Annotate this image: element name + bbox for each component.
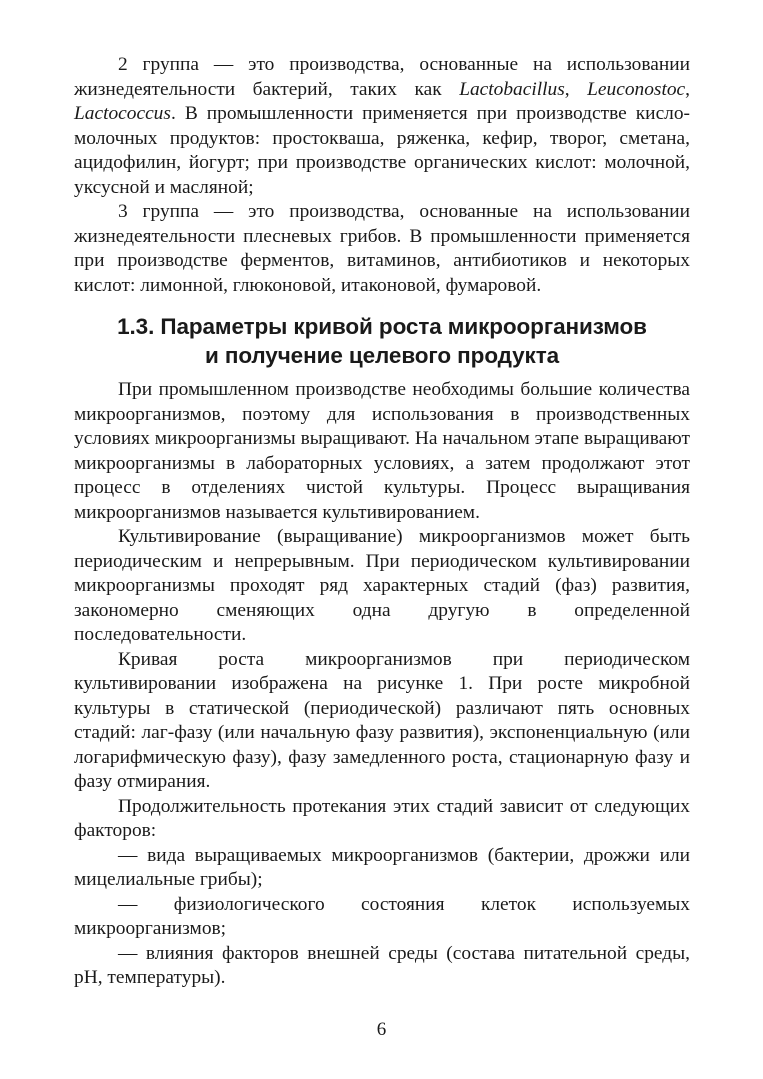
paragraph-group-2 — [74, 53, 690, 200]
paragraph-growth-curve: Кривая роста микроорганизмов при периодическом культивировании изображена на рисунке 1. При росте микробной культуры в статической (периодической) различают пять основных стадий: лаг-фазу (или начальную фазу развития), экспоненциальную (или логарифмическую фазу), фазу замедленного роста, стационарную фазу и фазу отмирания. — [74, 648, 690, 792]
list-item-environment: — влияния факторов внешней среды (состава питательной среды, pH, температуры). — [74, 942, 690, 988]
paragraph-text: 3 группа — это производства, основанные на использовании жизнедеятельности плесневых грибов. В промышленности применяется при производстве ферментов, витаминов, антибиотиков и некоторых кислот: лимонной, глюконовой, итаконовой, фумаровой. — [74, 201, 690, 296]
separator: , — [685, 78, 690, 100]
paragraph-industrial-production: При промышленном производстве необходимы большие количества микроорганизмов, поэтому для использования в производственных условиях микроорганизмы выращивают. На начальном этапе выращивают микроорганизмы в лабораторных условиях, а затем продолжают этот процесс в отделениях чистой культуры. Процесс выращивания микроорганизмов называется культивированием. — [74, 379, 690, 523]
genus-leuconostoc: Leuconostoc — [587, 78, 686, 100]
paragraph-text: 2 группа — это производства, основанные на использовании жизнедеятельности бактерий, таких как — [74, 54, 690, 100]
section-heading-line-1: 1.3. Параметры кривой роста микроорганизмов — [117, 314, 647, 339]
section-heading-line-2: и получение целевого продукта — [204, 343, 560, 368]
paragraph-duration-factors: Продолжительность протекания этих стадий зависит от следующих факторов: — [74, 795, 690, 841]
paragraph-cultivation-types: Культивирование (выращивание) микроорганизмов может быть периодическим и непрерывным. При периодическом культивировании микроорганизмы проходят ряд характерных стадий (фаз) развития, закономерно сменяющих одна другую в определенной последовательности. — [74, 526, 690, 645]
separator: , — [564, 78, 588, 100]
list-item-physiology: — физиологического состояния клеток используемых микроорганизмов; — [74, 893, 690, 939]
genus-lactococcus: Lactococcus — [74, 103, 171, 124]
page-content — [74, 53, 690, 991]
paragraph-group-3 — [74, 200, 690, 298]
section-heading — [74, 312, 690, 370]
page-number: 6 — [376, 1019, 387, 1040]
genus-lactobacillus: Lactobacillus — [459, 78, 565, 100]
list-item-species: — вида выращиваемых микроорганизмов (бактерии, дрожжи или мицелиальные грибы); — [74, 844, 690, 890]
paragraph-text: . В промышленности применяется при производстве кисло-молочных продуктов: простокваша, ряженка, кефир, творог, сметана, ацидофилин, йогурт; при производстве органических кислот: молочной, уксусной и масляной; — [74, 103, 690, 198]
